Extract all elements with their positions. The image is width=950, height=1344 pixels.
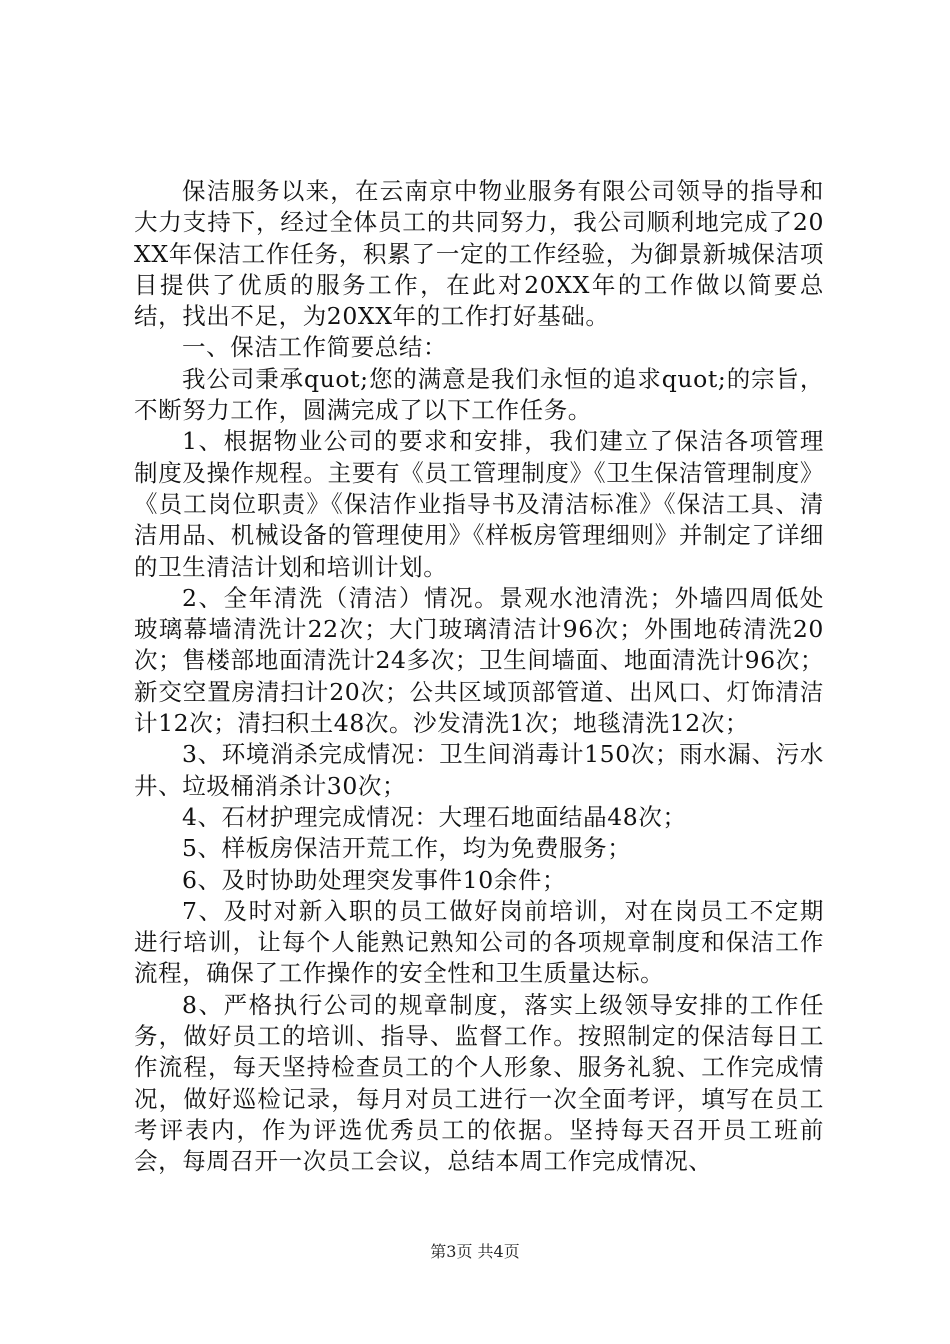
paragraph-item-3: 3、环境消杀完成情况：卫生间消毒计150次；雨水漏、污水井、垃圾桶消杀计30次； <box>134 740 824 800</box>
page-number-label: 第3页 共4页 <box>430 1242 520 1261</box>
paragraph-item-6: 6、及时协助处理突发事件10余件； <box>182 865 567 894</box>
section-heading: 一、保洁工作简要总结： <box>182 333 448 362</box>
paragraph-intro: 保洁服务以来，在云南京中物业服务有限公司领导的指导和大力支持下，经过全体员工的共同努力，我公司顺利地完成了20XX年保洁工作任务，积累了一定的工作经验，为御景新城保洁项目提供了优质的服务工作，在此对20XX年的工作做以简要总结，找出不足，为20XX年的工作打好基础。 <box>134 177 824 331</box>
paragraph-item-4: 4、石材护理完成情况：大理石地面结晶48次； <box>182 802 687 831</box>
document-body <box>134 176 824 1178</box>
paragraph-item-7: 7、及时对新入职的员工做好岗前培训，对在岗员工不定期进行培训，让每个人能熟记熟知公司的各项规章制度和保洁工作流程，确保了工作操作的安全性和卫生质量达标。 <box>134 896 824 988</box>
page-footer <box>0 1242 950 1262</box>
paragraph-item-2: 2、全年清洗（清洁）情况。景观水池清洗；外墙四周低处玻璃幕墙清洗计22次；大门玻璃清洁计96次；外围地砖清洗20次；售楼部地面清洗计24多次；卫生间墙面、地面清洗计96次；新交空置房清扫计20次；公共区域顶部管道、出风口、灯饰清洁计12次；清扫积土48次。沙发清洗1次；地毯清洗12次； <box>134 583 824 738</box>
paragraph-item-8: 8、严格执行公司的规章制度，落实上级领导安排的工作任务，做好员工的培训、指导、监督工作。按照制定的保洁每日工作流程，每天坚持检查员工的个人形象、服务礼貌、工作完成情况，做好巡检记录，每月对员工进行一次全面考评，填写在员工考评表内，作为评选优秀员工的依据。坚持每天召开员工班前会，每周召开一次员工会议，总结本周工作完成情况、 <box>134 990 824 1176</box>
paragraph-item-1: 1、根据物业公司的要求和安排，我们建立了保洁各项管理制度及操作规程。主要有《员工管理制度》《卫生保洁管理制度》《员工岗位职责》《保洁作业指导书及清洁标准》《保洁工具、清洁用品、机械设备的管理使用》《样板房管理细则》并制定了详细的卫生清洁计划和培训计划。 <box>134 427 824 581</box>
paragraph-mission: 我公司秉承quot;您的满意是我们永恒的追求quot;的宗旨，不断努力工作，圆满完成了以下工作任务。 <box>134 364 824 425</box>
paragraph-item-5: 5、样板房保洁开荒工作，均为免费服务； <box>182 834 632 863</box>
